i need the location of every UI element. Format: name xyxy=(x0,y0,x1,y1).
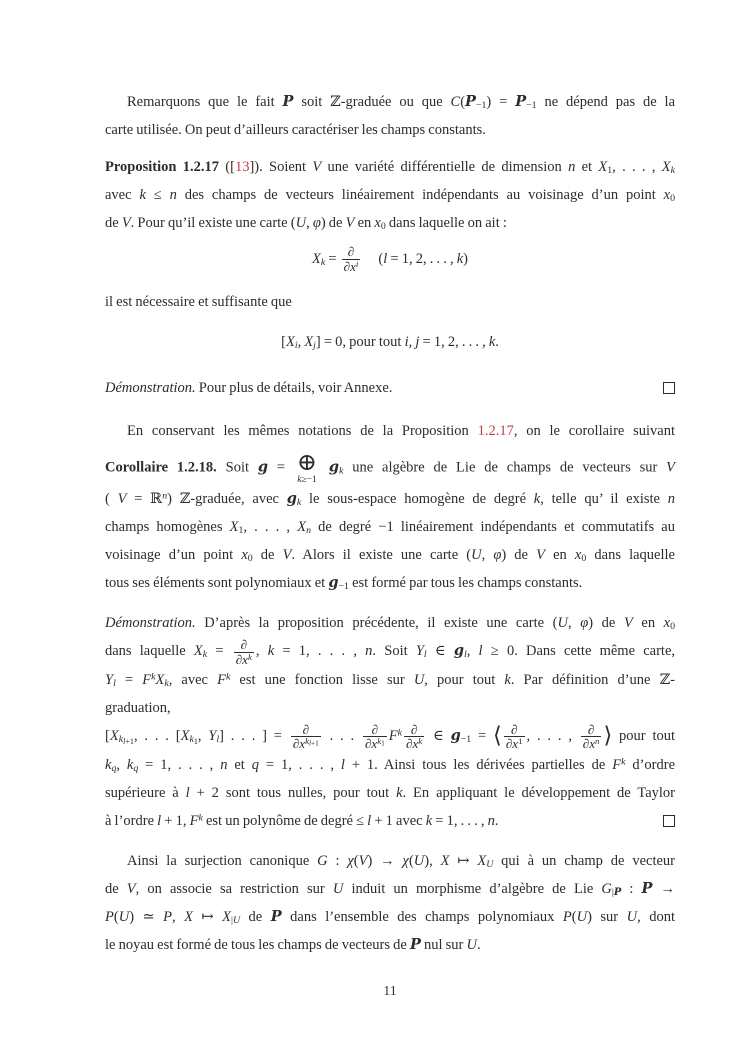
text-line: de V, on associe sa restriction sur U induit un morphisme d’algèbre de Lie $G_{|P}$ : P → xyxy=(105,880,676,899)
text-line: champs homogènes $X_1$, . . . , $X_n$ de degré −1 linéairement indépendants et commutatifs au xyxy=(105,519,675,537)
text-line: $Y_l = F^kX_k$, avec $F^k$ est une fonction lisse sur U, pour tout k. Par définition d’une ℤ- xyxy=(105,671,675,690)
equation-lie-bracket: [$X_i$, $X_j] = 0$, pour tout i, j = 1, 2, . . . , k. xyxy=(281,333,499,352)
page-number: 11 xyxy=(383,984,397,999)
demonstration-proposition xyxy=(105,374,675,402)
text-line: tous ses éléments sont polynomiaux et $g_{-1}$ est formé par tous les champs constants. xyxy=(105,574,583,593)
demonstration-corollaire xyxy=(105,609,675,835)
qed-box xyxy=(663,815,675,827)
text-line: En conservant les mêmes notations de la Proposition 1.2.17, on le corollaire suivant xyxy=(127,422,675,439)
citation-link-13[interactable]: 13 xyxy=(234,159,250,175)
ref-link-1-2-17[interactable]: 1.2.17 xyxy=(477,422,514,439)
equation-partial-derivative: $X_k$ = ∂ $\partial x^i$ (l = 1, 2, . . . , k) xyxy=(312,244,468,275)
display-equation-1 xyxy=(105,245,675,274)
text-line: carte utilisée. On peut d’ailleurs caractériser les champs constants. xyxy=(105,122,486,138)
equation-graduation: [$X_{k_{l+1}}$, . . . [$X_{k_1}$, $Y_l$] . . . ] = ∂ $\partial x^{k_{l+1}}$ . . . ∂ $\partial x^{k_1}$ $F^k$ ∂ $\partial x^k$ ∈ $g_{-1}$ = ⟨ ∂ $\partial x^1$ , . . . , ∂ $\partial x^n$ ⟩ pour tout xyxy=(105,721,676,752)
text-line: de V. Pour qu’il existe une carte (U, φ) de V en $x_0$ dans laquelle on ait : xyxy=(105,215,507,233)
text-line: graduation, xyxy=(105,700,171,717)
text-line: Démonstration. Pour plus de détails, voir Annexe. xyxy=(105,374,675,402)
qed-box xyxy=(663,382,675,394)
text-line: ( V = ℝ$^n$) ℤ-graduée, avec $g_k$ le sous-espace homogène de degré k, telle qu’ il existe n xyxy=(105,490,675,509)
text-line: il est nécessaire et suffisante que xyxy=(105,293,292,310)
paragraph-transition xyxy=(105,417,675,445)
text-line: Proposition 1.2.17 ([13]). Soient V une variété différentielle de dimension n et $X_1$, . . . , $X_k$ xyxy=(105,159,675,177)
text-line: Ainsi la surjection canonique G : χ(V) → χ(U), X ↦ $X_U$ qui à un champ de vecteur xyxy=(127,853,675,871)
text-column xyxy=(105,88,675,959)
paragraph-remarks xyxy=(105,88,675,144)
interline-text xyxy=(105,288,675,316)
paragraph-surjection xyxy=(105,847,675,959)
text-line: à l’ordre l + 1, $F^k$ est un polynôme de degré ≤ l + 1 avec k = 1, . . . , n. xyxy=(105,807,675,835)
text-line: Remarquons que le fait P soit ℤ-graduée ou que $C(P_{-1}) = P_{-1}$ ne dépend pas de la xyxy=(127,93,675,112)
text-line: le noyau est formé de tous les champs de vecteurs de P nul sur U. xyxy=(105,936,481,954)
display-equation-2 xyxy=(105,328,675,356)
text-line: voisinage d’un point $x_0$ de V. Alors il existe une carte (U, φ) de V en $x_0$ dans laquelle xyxy=(105,547,675,565)
proposition-1-2-17 xyxy=(105,153,675,237)
text-line: supérieure à l + 2 sont tous nulles, pour tout k. En appliquant le développement de Taylor xyxy=(105,785,676,802)
text-line: $k_q$, $k_q = 1$, . . . , n et q = 1, . . . , l + 1. Ainsi tous les dérivées partielles de $F^k$ d’ordre xyxy=(105,756,676,775)
text-line: Corollaire 1.2.18. Soit g = ⊕ k≥−1 $g_k$ une algèbre de Lie de champs de vecteurs sur V xyxy=(105,449,676,485)
corollaire-1-2-18 xyxy=(105,451,675,598)
text-line: Démonstration. D’après la proposition précédente, il existe une carte (U, φ) de V en $x_0$ xyxy=(105,615,676,633)
text-line: avec k ≤ n des champs de vecteurs linéairement indépendants au voisinage d’un point $x_0$ xyxy=(105,187,675,205)
text-line: P(U) ≃ P, X ↦ $X_{|U}$ de P dans l’ensemble des champs polynomiaux P(U) sur U, dont xyxy=(105,908,676,927)
text-line: dans laquelle $X_k$ = ∂ $\partial x^k$ , k = 1, . . . , n. Soit $Y_l$ ∈ $g_l$, l ≥ 0. Dans cette même carte, xyxy=(105,636,676,667)
